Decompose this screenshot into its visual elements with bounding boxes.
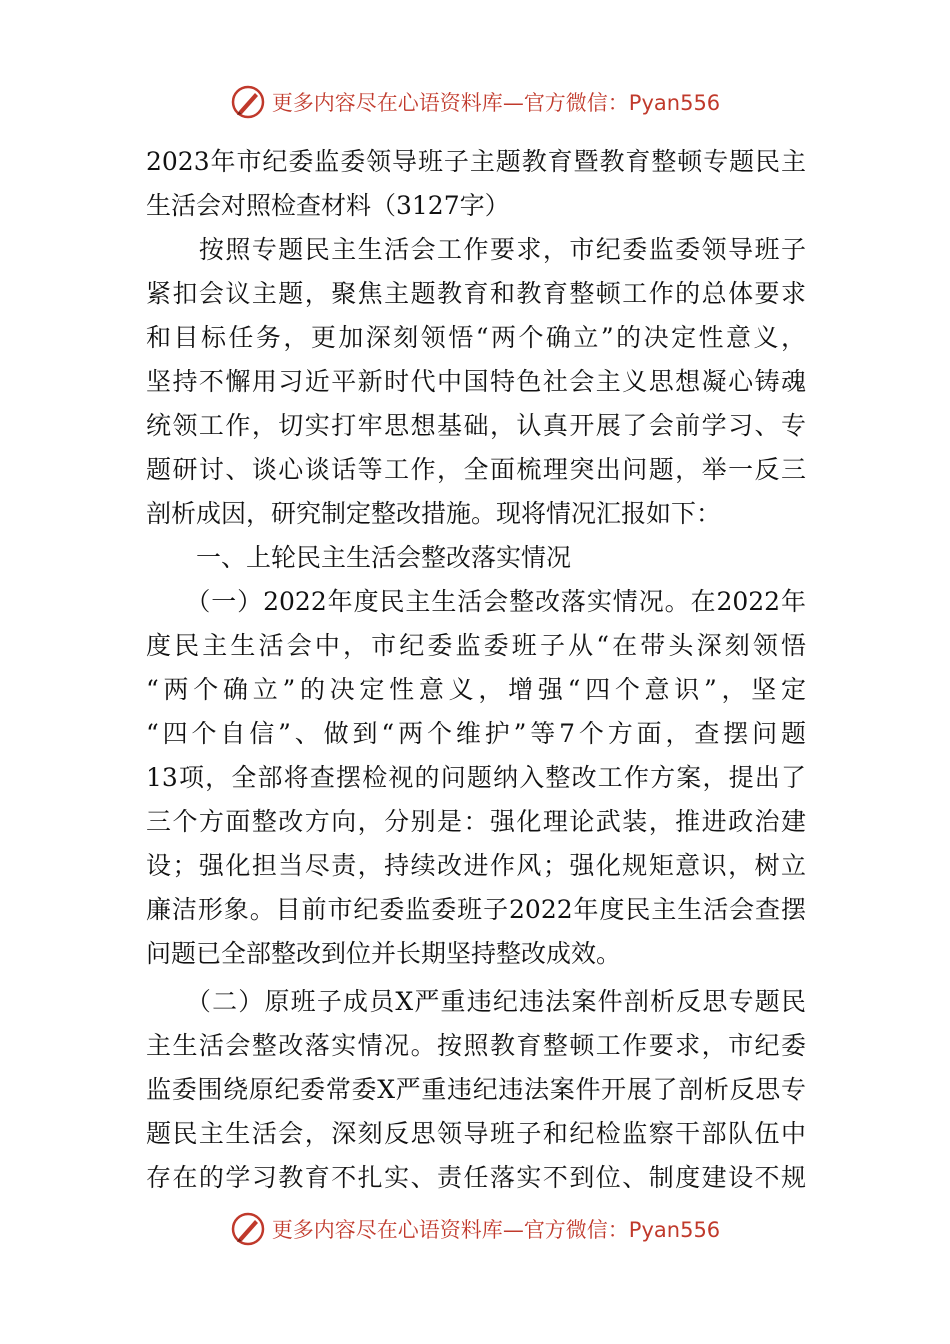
watermark-banner-top <box>0 80 950 124</box>
watermark-contact: 官方微信：Pyan556 <box>523 91 721 115</box>
para1-line: （一）2022年度民主生活会整改落实情况。在2022年 <box>146 587 806 616</box>
para1-line: “四个自信”、做到“两个维护”等7个方面，查摆问题 <box>146 719 806 748</box>
document-body <box>146 140 806 1200</box>
watermark-text <box>272 1214 720 1244</box>
para1-line: 度民主生活会中，市纪委监委班子从“在带头深刻领悟 <box>146 631 806 660</box>
para1-line: 问题已全部整改到位并长期坚持整改成效。 <box>146 939 622 968</box>
doc-title-line: 2023年市纪委监委领导班子主题教育暨教育整顿专题民主 <box>146 147 806 176</box>
para2-line: 监委围绕原纪委常委X严重违纪违法案件开展了剖析反思专 <box>146 1075 806 1104</box>
intro-line: 统领工作，切实打牢思想基础，认真开展了会前学习、专 <box>146 411 806 440</box>
para1-line: “两个确立”的决定性意义，增强“四个意识”，坚定 <box>146 675 806 704</box>
watermark-banner-bottom <box>0 1207 950 1251</box>
watermark-contact: 官方微信：Pyan556 <box>523 1218 721 1242</box>
para1-line: 13项，全部将查摆检视的问题纳入整改工作方案，提出了 <box>146 763 806 792</box>
intro-line: 按照专题民主生活会工作要求，市纪委监委领导班子 <box>146 235 806 264</box>
watermark-text <box>272 87 720 117</box>
watermark-separator: — <box>502 1218 524 1242</box>
para2-line: 题民主生活会，深刻反思领导班子和纪检监察干部队伍中 <box>146 1119 806 1148</box>
section-heading: 一、上轮民主生活会整改落实情况 <box>146 543 572 572</box>
pen-logo-icon <box>230 1211 266 1247</box>
intro-line: 和目标任务，更加深刻领悟“两个确立”的决定性意义， <box>146 323 806 352</box>
intro-line: 题研讨、谈心谈话等工作，全面梳理突出问题，举一反三 <box>146 455 806 484</box>
para1-line: 三个方面整改方向，分别是：强化理论武装，推进政治建 <box>146 807 806 836</box>
watermark-title: 更多内容尽在心语资料库 <box>271 91 503 115</box>
para2-line: （二）原班子成员X严重违纪违法案件剖析反思专题民 <box>146 987 806 1016</box>
intro-line: 紧扣会议主题，聚焦主题教育和教育整顿工作的总体要求 <box>146 279 806 308</box>
pen-logo-icon <box>230 84 266 120</box>
para1-line: 设；强化担当尽责，持续改进作风；强化规矩意识，树立 <box>146 851 806 880</box>
watermark-separator: — <box>502 91 524 115</box>
intro-line: 坚持不懈用习近平新时代中国特色社会主义思想凝心铸魂 <box>146 367 806 396</box>
para2-line: 存在的学习教育不扎实、责任落实不到位、制度建设不规 <box>146 1163 806 1192</box>
watermark-title: 更多内容尽在心语资料库 <box>271 1218 503 1242</box>
para2-line: 主生活会整改落实情况。按照教育整顿工作要求，市纪委 <box>146 1031 806 1060</box>
doc-title-line: 生活会对照检查材料（3127字） <box>146 191 510 220</box>
para1-line: 廉洁形象。目前市纪委监委班子2022年度民主生活会查摆 <box>146 895 806 924</box>
intro-line: 剖析成因，研究制定整改措施。现将情况汇报如下： <box>146 499 722 528</box>
